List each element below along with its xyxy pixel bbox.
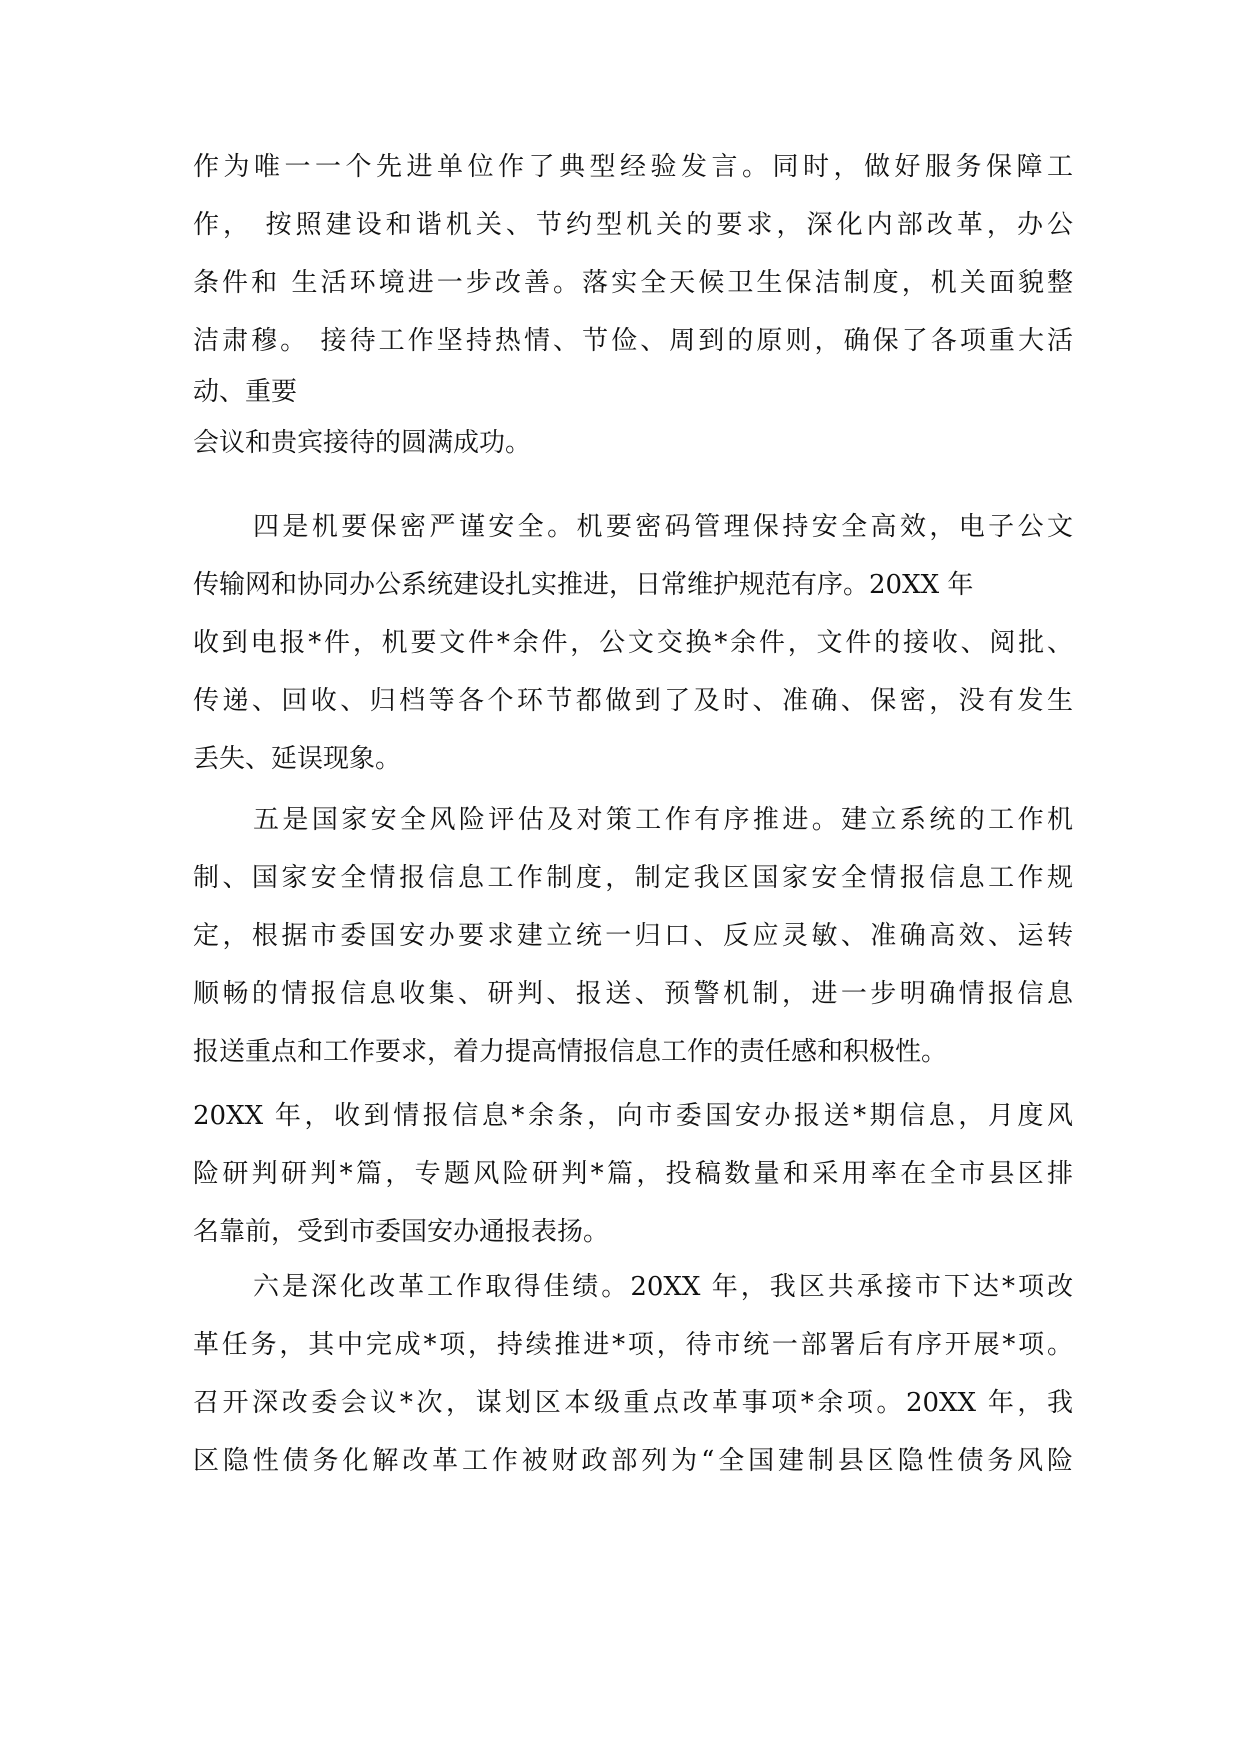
paragraph-line: 名靠前，受到市委国安办通报表扬。 bbox=[193, 1217, 610, 1247]
paragraph-line: 收到电报*件，机要文件*余件，公文交换*余件，文件的接收、阅批、 bbox=[193, 628, 1073, 658]
paragraph-line: 六是深化改革工作取得佳绩。20XX 年，我区共承接市下达*项改 bbox=[253, 1272, 1073, 1302]
paragraph-line: 召开深改委会议*次，谋划区本级重点改革事项*余项。20XX 年，我 bbox=[193, 1388, 1073, 1418]
paragraph-line: 丢失、延误现象。 bbox=[193, 744, 402, 774]
paragraph-line: 险研判研判*篇，专题风险研判*篇，投稿数量和采用率在全市县区排 bbox=[193, 1159, 1073, 1189]
paragraph-line: 定，根据市委国安办要求建立统一归口、反应灵敏、准确高效、运转 bbox=[193, 921, 1073, 951]
paragraph-line: 20XX 年，收到情报信息*余条，向市委国安办报送*期信息，月度风 bbox=[193, 1101, 1073, 1131]
paragraph-deepening-reform bbox=[193, 1258, 1073, 1490]
paragraph-line: 传输网和协同办公系统建设扎实推进，日常维护规范有序。20XX 年 bbox=[193, 570, 974, 600]
paragraph-line: 条件和 生活环境进一步改善。落实全天候卫生保洁制度，机关面貌整 bbox=[193, 268, 1073, 298]
paragraph-line: 动、重要 bbox=[193, 377, 298, 407]
paragraph-line: 四是机要保密严谨安全。机要密码管理保持安全高效，电子公文 bbox=[253, 512, 1073, 542]
paragraph-line: 洁肃穆。 接待工作坚持热情、节俭、周到的原则，确保了各项重大活 bbox=[193, 326, 1073, 356]
paragraph-line: 革任务，其中完成*项，持续推进*项，待市统一部署后有序开展*项。 bbox=[193, 1330, 1073, 1360]
paragraph-line: 制、国家安全情报信息工作制度，制定我区国家安全情报信息工作规 bbox=[193, 863, 1073, 893]
paragraph-line: 五是国家安全风险评估及对策工作有序推进。建立系统的工作机 bbox=[253, 805, 1073, 835]
paragraph-line: 顺畅的情报信息收集、研判、报送、预警机制，进一步明确情报信息 bbox=[193, 979, 1073, 1009]
paragraph-line: 报送重点和工作要求，着力提高情报信息工作的责任感和积极性。 bbox=[193, 1037, 948, 1067]
paragraph-service-guarantee bbox=[193, 138, 1073, 472]
paragraph-line: 作， 按照建设和谐机关、节约型机关的要求，深化内部改革，办公 bbox=[193, 210, 1073, 240]
paragraph-line: 传递、回收、归档等各个环节都做到了及时、准确、保密，没有发生 bbox=[193, 686, 1073, 716]
paragraph-national-security-risk bbox=[193, 791, 1073, 1261]
paragraph-line: 区隐性债务化解改革工作被财政部列为“全国建制县区隐性债务风险 bbox=[193, 1446, 1073, 1476]
paragraph-line: 会议和贵宾接待的圆满成功。 bbox=[193, 428, 532, 458]
paragraph-line: 作为唯一一个先进单位作了典型经验发言。同时，做好服务保障工 bbox=[193, 152, 1073, 182]
paragraph-confidential-security bbox=[193, 498, 1073, 788]
